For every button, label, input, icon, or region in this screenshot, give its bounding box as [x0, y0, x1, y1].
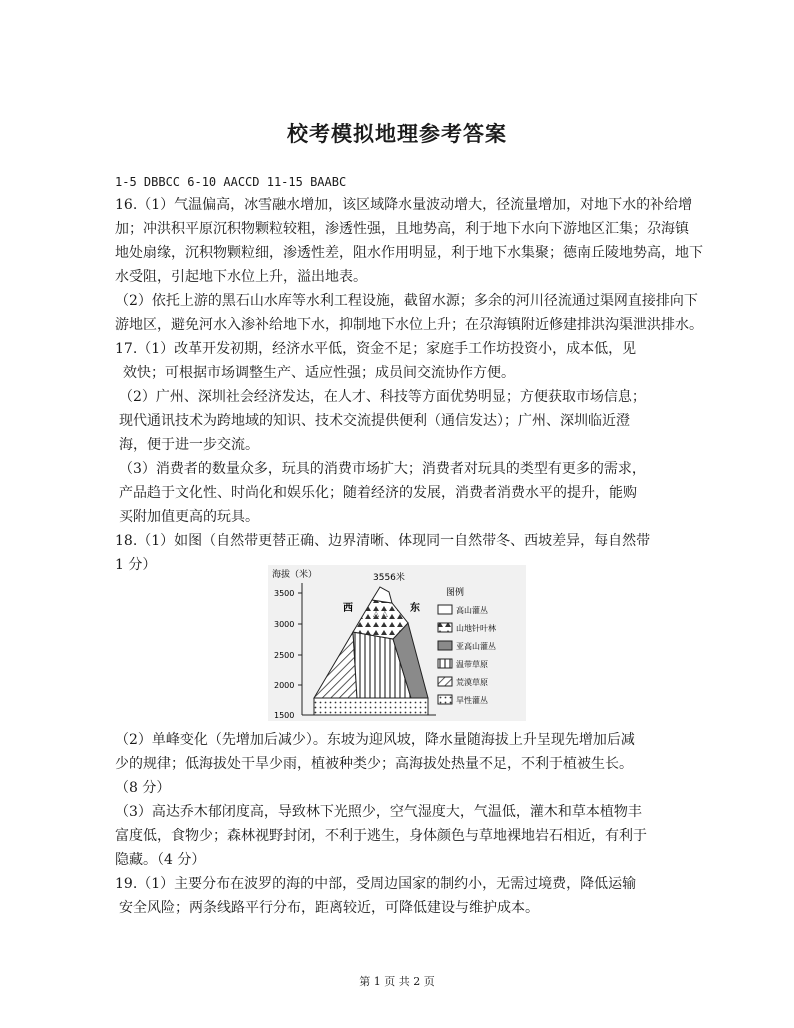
answer-19-line-2: 安全风险；两条线路平行分布，距离较近，可降低建设与维护成本。 — [119, 900, 539, 916]
answer-17-3-line-2: 产品趋于文化性、时尚化和娱乐化；随着经济的发展，消费者消费水平的提升，能购 — [119, 485, 637, 501]
legend-conifer: 山地针叶林 — [456, 624, 496, 633]
legend-dry-shrub: 旱性灌丛 — [456, 696, 488, 705]
answer-18-3-line-2: 富度低，食物少；森林视野封闭，不利于逃生，身体颜色与草地裸地岩石相近，有利于 — [115, 828, 647, 844]
tick-2000: 2000 — [274, 681, 295, 690]
answer-17-3-line-3: 买附加值更高的玩具。 — [119, 509, 259, 525]
answer-18-3-line-3: 隐藏。（4 分） — [115, 852, 206, 868]
answer-18-2-line-2: 少的规律；低海拔处干旱少雨，植被种类少；高海拔处热量不足，不利于植被生长。 — [115, 756, 633, 772]
legend-swatch-subalpine — [438, 641, 452, 650]
answer-17-line-1: 17.（1）改革开发初期，经济水平低，资金不足；家庭手工作坊投资小，成本低，见 — [115, 341, 637, 357]
legend-subalpine: 亚高山灌丛 — [456, 642, 496, 651]
tick-2500: 2500 — [274, 651, 295, 660]
answer-18-2-line-1: （2）单峰变化（先增加后减少）。东坡为迎风坡，降水量随海拔上升呈现先增加后减 — [115, 732, 635, 748]
legend-swatch-desert-steppe — [438, 677, 452, 686]
multiple-choice-answers: 1-5 DBBCC 6-10 AACCD 11-15 BAABC — [115, 175, 347, 189]
answer-17-2-line-2: 现代通讯技术为跨地域的知识、技术交流提供便利（通信发达）；广州、深圳临近澄 — [119, 413, 630, 429]
y-axis-title: 海拔（米） — [272, 570, 318, 580]
answer-18-2-line-3: （8 分） — [115, 780, 171, 796]
page-title: 校考模拟地理参考答案 — [287, 122, 507, 146]
legend-swatch-conifer — [438, 623, 452, 632]
legend-swatch-dry-shrub — [438, 695, 452, 704]
tick-3000: 3000 — [274, 620, 295, 629]
east-label: 东 — [410, 603, 420, 614]
answer-17-2-line-1: （2）广州、深圳社会经济发达，在人才、科技等方面优势明显；方便获取市场信息； — [119, 389, 646, 405]
alpine-triangles: △ △ — [373, 609, 388, 618]
answer-16-2-line-1: （2）依托上游的黑石山水库等水利工程设施，截留水源；多余的河川径流通过渠网直接排向下 — [115, 293, 698, 309]
answer-18-line-2: 1 分） — [115, 557, 157, 573]
tick-1500: 1500 — [274, 711, 295, 720]
answer-16-line-2: 加；冲洪积平原沉积物颗粒较粗，渗透性强，且地势高，利于地下水向下游地区汇集；尕海镇 — [115, 221, 689, 237]
answer-16-2-line-2: 游地区，避免河水入渗补给地下水，抑制地下水位上升；在尕海镇附近修建排洪沟渠泄洪排水。 — [115, 317, 703, 333]
answer-16-line-1: 16.（1）气温偏高，冰雪融水增加，该区域降水量波动增大，径流量增加，对地下水的补给增 — [115, 197, 693, 213]
page-footer: 第 1 页 共 2 页 — [359, 975, 435, 988]
zone-dry-shrub — [314, 698, 428, 715]
answer-18-3-line-1: （3）高达乔木郁闭度高，导致林下光照少，空气湿度大，气温低，灌木和草本植物丰 — [115, 804, 642, 820]
answer-16-line-4: 水受阻，引起地下水位上升，溢出地表。 — [115, 269, 367, 285]
answer-17-3-line-1: （3）消费者的数量众多，玩具的消费市场扩大；消费者对玩具的类型有更多的需求， — [119, 461, 646, 477]
tick-3500: 3500 — [274, 589, 295, 598]
legend-desert-steppe: 荒漠草原 — [456, 678, 488, 687]
answer-16-line-3: 地处扇缘，沉积物颗粒细，渗透性差，阻水作用明显，利于地下水集聚；德南丘陵地势高，地下 — [115, 245, 703, 261]
peak-label: 3556米 — [373, 573, 405, 583]
answer-17-2-line-3: 海，便于进一步交流。 — [119, 437, 259, 453]
legend-swatch-alpine-shrub — [438, 605, 452, 614]
answer-18-line-1: 18.（1）如图（自然带更替正确、边界清晰、体现同一自然带冬、西坡差异，每自然带 — [115, 533, 651, 549]
answer-19-line-1: 19.（1）主要分布在波罗的海的中部，受周边国家的制约小，无需过境费，降低运输 — [115, 876, 637, 892]
answer-17-line-2: 效快；可根据市场调整生产、适应性强；成员间交流协作方便。 — [123, 365, 515, 381]
legend-title: 图例 — [446, 588, 465, 598]
west-label: 西 — [343, 603, 353, 614]
legend-temperate-steppe: 温带草原 — [456, 660, 488, 669]
vertical-zonation-figure — [268, 565, 526, 721]
legend-swatch-temperate-steppe — [438, 659, 452, 668]
legend-alpine-shrub: 高山灌丛 — [456, 606, 488, 615]
